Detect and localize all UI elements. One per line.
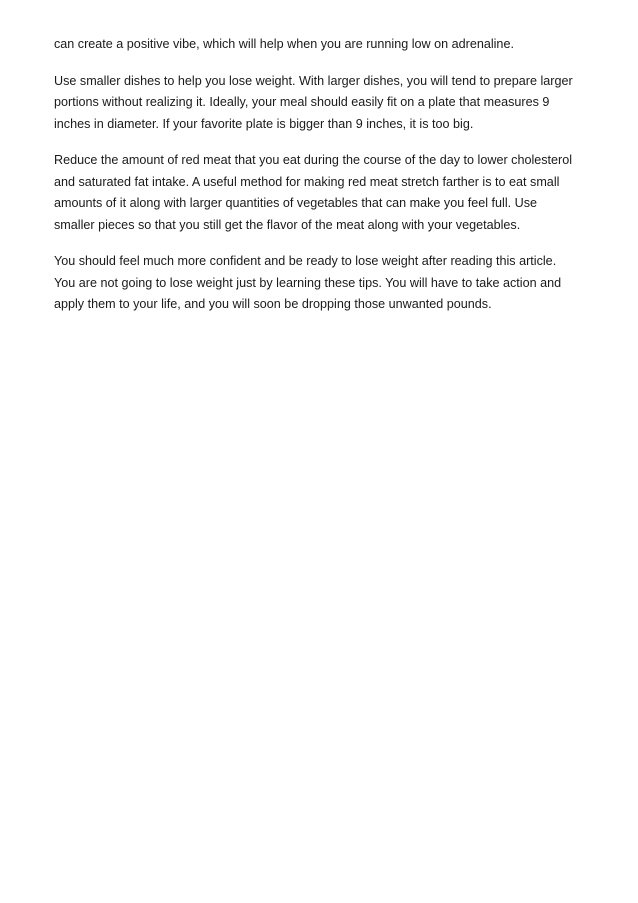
text-line: and saturated fat intake. A useful method for making red meat stretch farther is to eat small [54,174,560,189]
text-line: Reduce the amount of red meat that you eat during the course of the day to lower cholesterol [54,153,573,167]
paragraph-red-meat [54,150,599,236]
paragraph-conclusion [54,251,599,316]
paragraph-intro-tail [54,34,599,56]
text-line: You are not going to lose weight just by learning these tips. You will have to take action and [54,275,562,290]
text-line: amounts of it along with larger quantities of vegetables that can make you feel full. Use [54,196,538,210]
paragraph-smaller-dishes [54,71,599,136]
text-line: smaller pieces so that you still get the flavor of the meat along with your vegetables. [54,217,521,232]
text-line: apply them to your life, and you will soon be dropping those unwanted pounds. [54,297,492,311]
text-line: can create a positive vibe, which will help when you are running low on adrenaline. [54,37,514,51]
text-line: inches in diameter. If your favorite plate is bigger than 9 inches, it is too big. [54,116,474,131]
text-line: portions without realizing it. Ideally, your meal should easily fit on a plate that measures 9 [54,95,550,109]
document-body [54,34,599,331]
text-line: Use smaller dishes to help you lose weight. With larger dishes, you will tend to prepare larger [54,73,573,88]
text-line: You should feel much more confident and be ready to lose weight after reading this article. [54,254,557,268]
